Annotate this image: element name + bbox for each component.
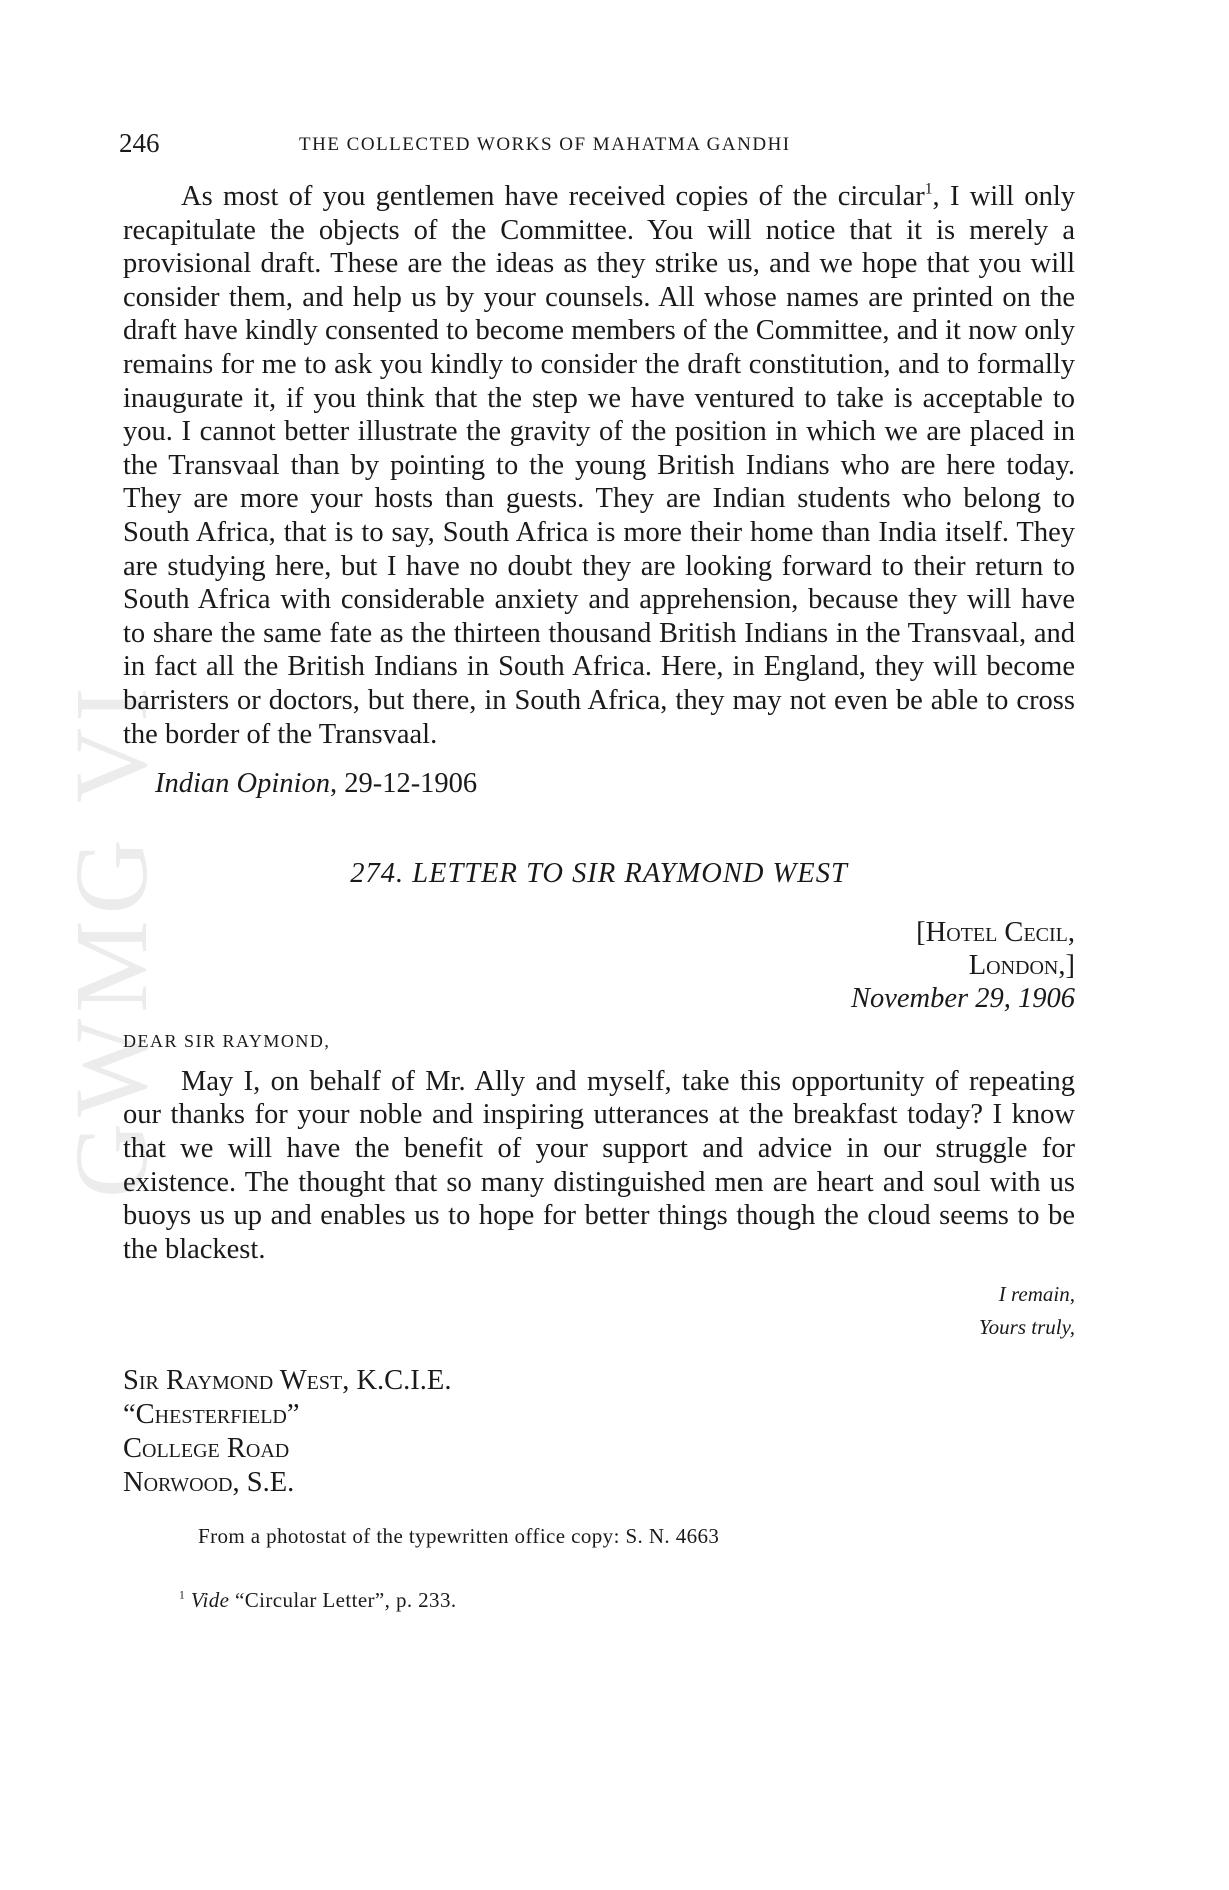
addressee-line: Sir Raymond West, K.C.I.E. bbox=[123, 1365, 452, 1397]
page-content bbox=[123, 180, 1075, 1618]
addressee-line: Norwood, S.E. bbox=[123, 1467, 295, 1499]
closing-line: I remain, bbox=[998, 1282, 1075, 1307]
letter-closing bbox=[123, 1278, 1075, 1344]
page-header bbox=[119, 128, 1069, 168]
speech-text-rest: , I will only recapitulate the objects of the Committee. You will notice that it is merely a provisional draft. These are the ideas as they strike us, and we hope that you will consider them, and help us by your counsels. All whose names are printed on the draft have kindly consented to become members of the Committee, and it now only remains for me to ask you kindly to consider the draft constitution, and to formally inaugurate it, if you think that the step we have ventured to take is acceptable to you. I cannot better illustrate the gravity of the position in which we are placed in the Transvaal than by pointing to the young British Indians who are here today. They are more your hosts than guests. They are Indian students who belong to South Africa, that is to say, South Africa is more their home than India itself. They are studying here, but I have no doubt they are looking forward to their return to South Africa with considerable anxiety and apprehension, because they will have to share the same fate as the thirteen thousand British Indians in the Transvaal, and in fact all the British Indians in South Africa. Here, in England, they will become barristers or doctors, but there, in South Africa, they may not even be able to cross the border of the Transvaal. bbox=[123, 181, 1075, 750]
source-date: , 29-12-1906 bbox=[329, 768, 478, 800]
letter-body: May I, on behalf of Mr. Ally and myself, take this opportunity of repeating our thanks for your noble and inspiring utterances at the breakfast today? I know that we will have the benefit of your support and advice in our struggle for existence. The thought that so many distinguished men are heart and soul with us buoys us up and enables us to hope for better things though the cloud seems to be the blackest. bbox=[123, 1065, 1075, 1265]
speech-paragraph bbox=[123, 180, 1075, 751]
footnote-number: 1 bbox=[179, 1589, 186, 1602]
closing-line: Yours truly, bbox=[978, 1315, 1075, 1340]
letter-address bbox=[123, 916, 1075, 1015]
letter-salutation: DEAR SIR RAYMOND, bbox=[123, 1031, 331, 1052]
footnote-reference: 1 bbox=[924, 180, 933, 198]
address-line: [Hotel Cecil, bbox=[916, 917, 1075, 949]
page-number: 246 bbox=[119, 128, 160, 158]
letter-addressee bbox=[123, 1364, 1075, 1500]
speech-text-start: As most of you gentlemen have received copies of the circular bbox=[181, 181, 925, 212]
letter-source-note: From a photostat of the typewritten office copy: S. N. 4663 bbox=[198, 1524, 720, 1549]
addressee-line: College Road bbox=[123, 1433, 290, 1465]
letter-title: 274. LETTER TO SIR RAYMOND WEST bbox=[350, 857, 848, 889]
speech-source bbox=[123, 767, 1075, 801]
footnote-vide: Vide bbox=[190, 1588, 230, 1613]
running-head: THE COLLECTED WORKS OF MAHATMA GANDHI bbox=[299, 134, 791, 155]
letter-date: November 29, 1906 bbox=[850, 983, 1075, 1015]
footnote-text: “Circular Letter”, p. 233. bbox=[229, 1588, 457, 1613]
watermark: GWMG VI bbox=[54, 681, 169, 1199]
footnote bbox=[123, 1584, 1075, 1618]
addressee-line: “Chesterfield” bbox=[123, 1399, 300, 1431]
source-publication: Indian Opinion bbox=[155, 768, 330, 800]
address-line: London,] bbox=[968, 950, 1075, 982]
